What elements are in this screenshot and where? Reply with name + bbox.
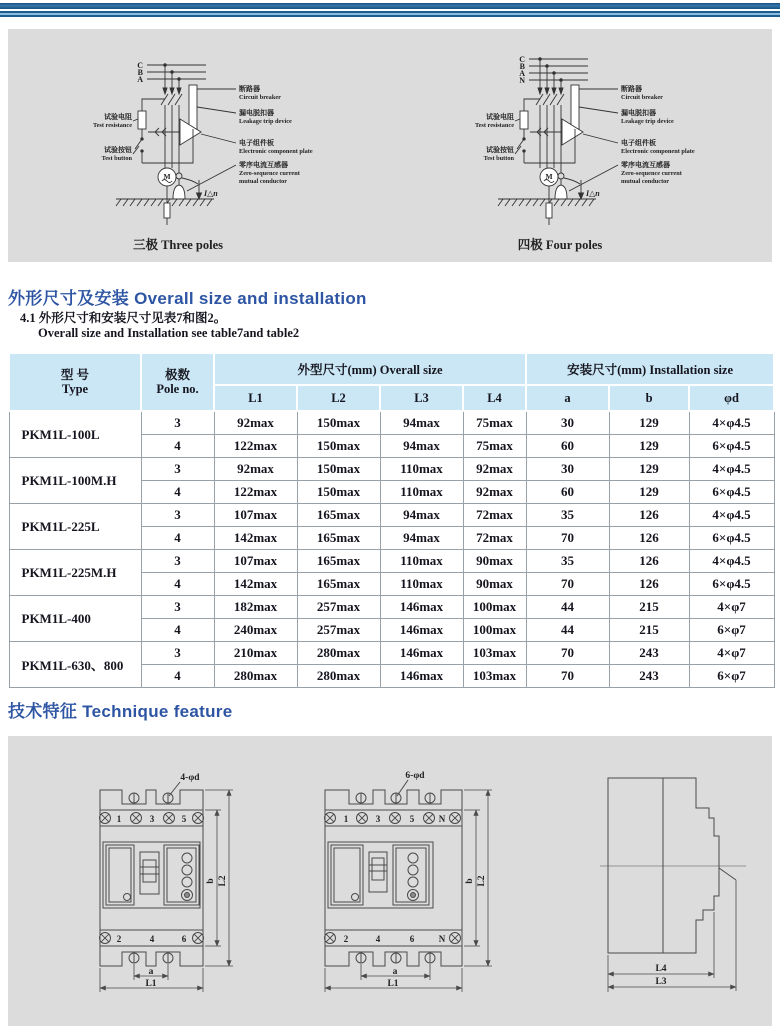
four-poles-caption: 四极 Four poles: [517, 238, 603, 252]
zero-sequence-ct-symbol: [173, 185, 185, 199]
table-row: PKM1L-225M.H 3 107max 165max 110max 90max 35 126 4×φ4.5: [9, 550, 774, 573]
dim-a: a: [392, 967, 398, 977]
table-row: 4 240max 257max 146max 100max 44 215 6×φ7: [9, 619, 774, 642]
dimension-lines: [325, 790, 492, 992]
zero-seq-ct-label-en: Zero-sequence current: [621, 170, 682, 177]
dimension-lines: [608, 880, 736, 992]
zero-seq-ct-label-zh: 零序电流互感器: [239, 161, 288, 169]
test-button-label-zh: 试验按钮: [486, 146, 514, 154]
component-plate-label-zh: 电子组件板: [621, 139, 656, 147]
col-header-phi-d: φd: [689, 385, 774, 411]
col-header-l3: L3: [380, 385, 463, 411]
dim-l2: L2: [477, 875, 487, 887]
col-group-installation-size: 安装尺寸(mm) Installation size: [526, 353, 774, 385]
dim-l2: L2: [218, 875, 228, 887]
zero-sequence-ct-symbol: [555, 185, 567, 199]
three-pole-wires: [116, 64, 236, 225]
terminal-number: 5: [181, 814, 187, 824]
phase-label: C: [137, 61, 143, 70]
hole-count-label: 6-φd: [405, 771, 425, 781]
motor-letter: M: [163, 172, 171, 181]
hole-count-label: 4-φd: [180, 773, 200, 783]
table-row: PKM1L-400 3 182max 257max 146max 100max 44 215 4×φ7: [9, 596, 774, 619]
motor-letter: M: [545, 172, 553, 181]
table-row: PKM1L-100M.H 3 92max 150max 110max 92max 30 129 4×φ4.5: [9, 458, 774, 481]
phase-label: A: [519, 69, 525, 78]
test-resistance-label-en: Test resistance: [474, 122, 514, 129]
col-group-overall-size: 外型尺寸(mm) Overall size: [214, 353, 526, 385]
leakage-trip-label-en: Leakage trip device: [621, 118, 674, 125]
note-line-zh: 4.1 外形尺寸和安装尺寸见表7和图2。: [20, 311, 227, 325]
top-accent-bar: [0, 3, 780, 9]
side-view-drawing: [578, 748, 778, 1028]
table-row: 4 122max 150max 110max 92max 60 129 6×φ4.5: [9, 481, 774, 504]
zero-seq-ct-label-en2: mutual conductor: [621, 178, 670, 185]
test-button-label-en: Test button: [483, 155, 514, 162]
test-resistance-label-zh: 试验电阻: [104, 113, 132, 121]
terminal-number: 6: [181, 934, 187, 944]
terminal-number: 3: [149, 814, 155, 824]
phase-label: N: [519, 76, 525, 85]
type-cell: PKM1L-100L: [9, 411, 141, 458]
ct-coil: [558, 173, 564, 179]
circuit-breaker-label-en: Circuit breaker: [621, 94, 663, 101]
type-cell: PKM1L-630、800: [9, 642, 141, 688]
dim-l3: L3: [655, 977, 667, 987]
dim-b: b: [465, 878, 475, 884]
terminal-number: 5: [409, 814, 415, 824]
phase-label: B: [137, 68, 143, 77]
test-button-label-zh: 试验按钮: [104, 146, 132, 154]
section-note: [20, 311, 299, 341]
col-header-l4: L4: [463, 385, 526, 411]
dim-b: b: [206, 878, 216, 884]
circuit-breaker-label-en: Circuit breaker: [239, 94, 281, 101]
type-cell: PKM1L-400: [9, 596, 141, 642]
dim-l1: L1: [145, 979, 157, 989]
terminal-number: N: [438, 814, 446, 824]
terminal-number: N: [438, 934, 446, 944]
test-resistance-symbol: [520, 111, 528, 129]
table-row: PKM1L-630、800 3 210max 280max 146max 103max 70 243 4×φ7: [9, 642, 774, 665]
technique-feature-section-title: 技术特征 Technique feature: [8, 702, 233, 721]
component-plate-label-en: Electronic component plate: [621, 148, 695, 155]
three-poles-caption: 三极 Three poles: [132, 238, 224, 252]
col-header-l1: L1: [214, 385, 297, 411]
col-header-type: 型 号 Type: [9, 353, 141, 411]
four-pole-diagram: [390, 29, 772, 262]
component-plate-label-en: Electronic component plate: [239, 148, 313, 155]
type-cell: PKM1L-100M.H: [9, 458, 141, 504]
note-line-en: Overall size and Installation see table7and table2: [38, 326, 300, 340]
leakage-trip-label-zh: 漏电脱扣器: [621, 109, 656, 117]
test-resistance-symbol: [138, 111, 146, 129]
table-row: PKM1L-100L 3 92max 150max 94max 75max 30 129 4×φ4.5: [9, 411, 774, 435]
residual-current-label: I△n: [586, 189, 600, 198]
three-pole-diagram: [8, 29, 390, 262]
phase-label: C: [519, 55, 525, 64]
phase-label: B: [519, 62, 525, 71]
table-row: 4 142max 165max 94max 72max 70 126 6×φ4.5: [9, 527, 774, 550]
overall-size-table: [8, 352, 775, 688]
terminal-number: 2: [343, 934, 349, 944]
terminal-number: 2: [116, 934, 122, 944]
zero-seq-ct-label-en: Zero-sequence current: [239, 170, 300, 177]
dim-l1: L1: [387, 979, 399, 989]
table-row: 4 142max 165max 110max 90max 70 126 6×φ4.5: [9, 573, 774, 596]
col-header-l2: L2: [297, 385, 380, 411]
three-pole-front-view: [70, 748, 310, 1028]
terminal-number: 4: [375, 934, 381, 944]
leakage-trip-device-symbol: [571, 85, 579, 129]
wiring-diagram-panel: [8, 29, 772, 262]
table-row: PKM1L-225L 3 107max 165max 94max 72max 35 126 4×φ4.5: [9, 504, 774, 527]
col-header-a: a: [526, 385, 609, 411]
test-resistance-label-en: Test resistance: [92, 122, 132, 129]
terminal-number: 1: [343, 814, 349, 824]
component-plate-label-zh: 电子组件板: [239, 139, 274, 147]
table-row: 4 280max 280max 146max 103max 70 243 6×φ7: [9, 665, 774, 688]
type-cell: PKM1L-225L: [9, 504, 141, 550]
four-pole-wires: [498, 58, 618, 225]
residual-current-label: I△n: [204, 189, 218, 198]
dim-l4: L4: [655, 964, 667, 974]
type-cell: PKM1L-225M.H: [9, 550, 141, 596]
dim-a: a: [148, 967, 154, 977]
technical-drawings-panel: [8, 736, 772, 1026]
zero-seq-ct-label-en2: mutual conductor: [239, 178, 288, 185]
phase-label: A: [137, 75, 143, 84]
table-row: 4 122max 150max 94max 75max 60 129 6×φ4.5: [9, 435, 774, 458]
four-pole-schematic: [390, 29, 772, 262]
circuit-breaker-label-zh: 断路器: [239, 85, 260, 93]
test-button-label-en: Test button: [101, 155, 132, 162]
terminal-number: 3: [375, 814, 381, 824]
leakage-trip-label-en: Leakage trip device: [239, 118, 292, 125]
terminal-number: 4: [149, 934, 155, 944]
three-pole-schematic: [8, 29, 390, 262]
ct-coil: [176, 173, 182, 179]
four-pole-front-view: [303, 748, 558, 1028]
terminal-number: 1: [116, 814, 122, 824]
overall-size-section-title: 外形尺寸及安装 Overall size and installation: [8, 289, 367, 308]
col-header-pole: 极数 Pole no.: [141, 353, 214, 411]
circuit-breaker-label-zh: 断路器: [621, 85, 642, 93]
leakage-trip-device-symbol: [189, 85, 197, 129]
top-accent-bar-2: [0, 11, 780, 17]
leakage-trip-label-zh: 漏电脱扣器: [239, 109, 274, 117]
col-header-b: b: [609, 385, 689, 411]
test-resistance-label-zh: 试验电阻: [486, 113, 514, 121]
zero-seq-ct-label-zh: 零序电流互感器: [621, 161, 670, 169]
terminal-number: 6: [409, 934, 415, 944]
